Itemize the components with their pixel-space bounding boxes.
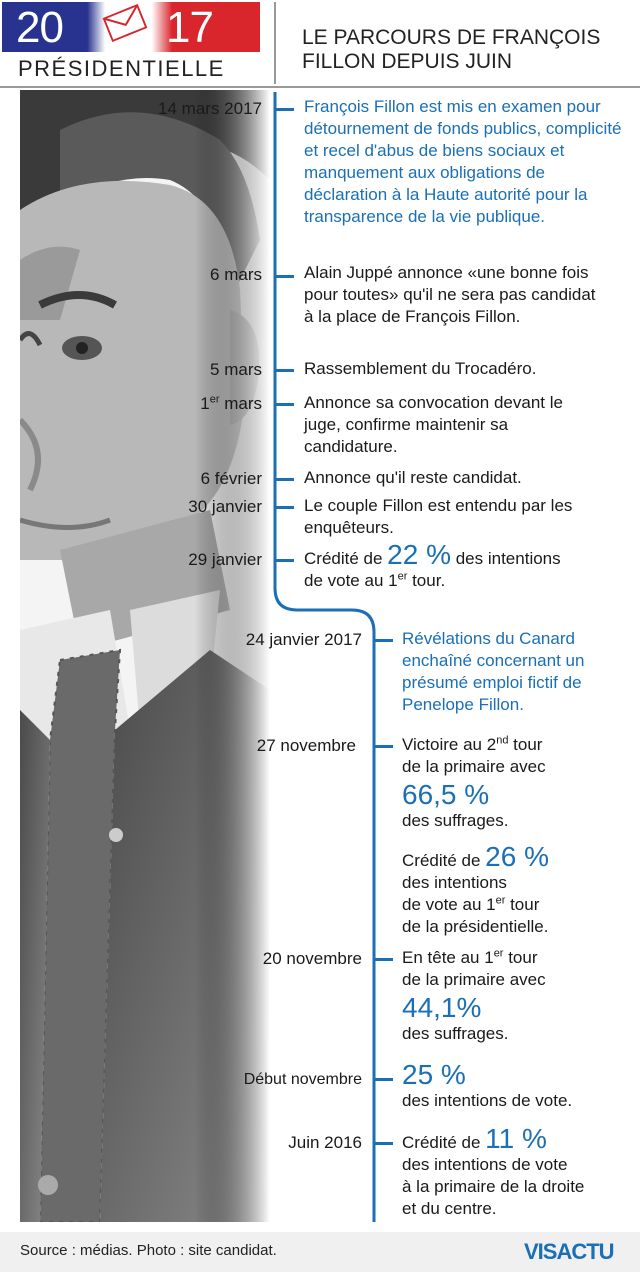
- vote-value: 66,5 %: [402, 779, 490, 810]
- page-title: LE PARCOURS DE FRANÇOIS FILLON DEPUIS JUIN: [302, 26, 601, 73]
- event-date: 20 novembre: [262, 949, 362, 968]
- poll-value: 11 %: [485, 1123, 547, 1154]
- event-date: 5 mars: [210, 360, 262, 379]
- source-credit: Source : médias. Photo : site candidat.: [20, 1242, 277, 1259]
- event-text: Crédité de 22 % des intentions de vote au 1er tour.: [304, 539, 561, 590]
- year-left: 20: [16, 3, 63, 52]
- timeline-tick: [375, 958, 393, 961]
- footer: [0, 1232, 640, 1272]
- event-date: 14 mars 2017: [158, 99, 262, 118]
- event-text: 25 % des intentions de vote.: [402, 1060, 632, 1112]
- timeline-tick: [276, 108, 294, 111]
- timeline-tick: [375, 1078, 393, 1081]
- event-date: Juin 2016: [288, 1133, 362, 1152]
- event-date: 6 février: [200, 469, 262, 488]
- poll-value: 22 %: [387, 539, 451, 570]
- event-text: Victoire au 2nd tour de la primaire avec 66,5 % des suffrages. Crédité de 26 % des intentions de vote au 1er tour de la présidentielle.: [402, 734, 622, 938]
- event-text: Alain Juppé annonce «une bonne fois pour toutes» qu'il ne sera pas candidat à la place de François Fillon.: [304, 263, 596, 326]
- event-text: En tête au 1er tour de la primaire avec 44,1% des suffrages.: [402, 947, 622, 1045]
- event-date: 27 novembre: [256, 736, 356, 755]
- event-date: 30 janvier: [188, 497, 262, 516]
- event-text: Rassemblement du Trocadéro.: [304, 359, 537, 378]
- event-text: Annonce qu'il reste candidat.: [304, 468, 522, 487]
- year-right: 17: [166, 3, 213, 52]
- event-text: Crédité de 11 % des intentions de vote à la primaire de la droite et du centre.: [402, 1123, 585, 1218]
- timeline-tick: [276, 403, 294, 406]
- event-date: 6 mars: [210, 265, 262, 284]
- event-date: 29 janvier: [188, 550, 262, 569]
- event-date: Début novembre: [243, 1071, 362, 1088]
- logo-subtitle: PRÉSIDENTIELLE: [18, 56, 225, 81]
- event-text: Révélations du Canard enchaîné concernant un présumé emploi fictif de Penelope Fillon.: [402, 629, 585, 714]
- brand-logo: VISACTU: [524, 1239, 614, 1264]
- vote-value: 44,1%: [402, 992, 482, 1023]
- timeline-tick: [276, 369, 294, 372]
- poll-value: 26 %: [485, 841, 549, 872]
- timeline-tick: [375, 745, 393, 748]
- timeline-tick: [375, 639, 393, 642]
- timeline-tick: [276, 559, 294, 562]
- timeline-tick: [276, 275, 294, 278]
- poll-value: 25 %: [402, 1059, 466, 1090]
- event-text: Annonce sa convocation devant le juge, confirme maintenir sa candidature.: [304, 393, 563, 456]
- event-text: Le couple Fillon est entendu par les enquêteurs.: [304, 496, 573, 537]
- timeline-tick: [276, 506, 294, 509]
- timeline-tick: [276, 478, 294, 481]
- event-date: 24 janvier 2017: [245, 630, 362, 649]
- timeline-tick: [375, 1142, 393, 1145]
- event-text: François Fillon est mis en examen pour détournement de fonds publics, complicité et recel d'abus de biens sociaux et manquement aux obligations de déclaration à la Haute autorité pour la transparence de la vie publique.: [304, 97, 622, 226]
- event-date: 1er mars: [200, 393, 262, 413]
